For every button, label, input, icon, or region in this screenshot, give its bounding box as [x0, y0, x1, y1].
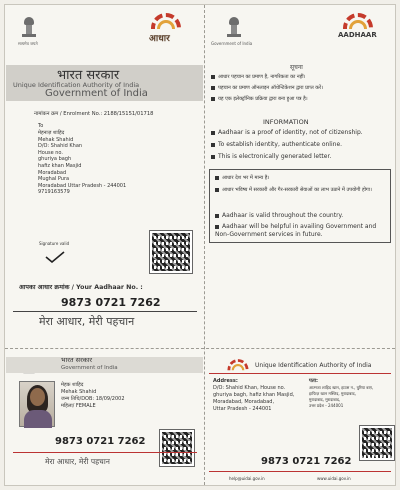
card-gov-hindi: भारत सरकार — [61, 356, 93, 364]
card-divider — [13, 452, 197, 453]
address-line: Moradabad — [38, 169, 67, 176]
card-name-hindi: मेहक शाहिद — [61, 382, 84, 388]
card-address-hindi-line: आत्मजा शाहिद खान, हाउस न., घुरिया बाग़, — [309, 385, 374, 390]
card-name-english: Mehak Shahid — [61, 389, 97, 395]
card-address-line: D/O: Shahid Khan, House no. — [213, 385, 286, 391]
card-dob: जन्म तिथि/DOB: 18/09/2002 — [61, 396, 125, 402]
slogan: मेरा आधार, मेरी पहचान — [39, 315, 135, 328]
card-red-rule — [209, 373, 391, 374]
aadhaar-sun-logo-icon — [151, 11, 181, 29]
info-point: This is electronically generated letter. — [211, 153, 331, 160]
hindi-point: आधार पहचान का प्रमाण है, नागरिकता का नहीं। — [211, 74, 305, 81]
card-back-red-rule — [209, 471, 391, 472]
website: www.uidai.gov.in — [317, 476, 351, 481]
card-gender: महिला/ FEMALE — [61, 403, 96, 409]
aadhaar-number: 9873 0721 7262 — [61, 296, 161, 309]
uidai-strip: Unique Identification Authority of India — [13, 81, 140, 89]
signature-check-icon — [45, 251, 65, 263]
card-address-line: ghuriya bagh, hafiz khan Masjid, — [213, 392, 295, 398]
address-line: hafiz khan Masjid — [38, 162, 82, 169]
card-slogan: मेरा आधार, मेरी पहचान — [45, 457, 110, 466]
card-uidai-text: Unique Identification Authority of India — [255, 362, 372, 369]
address-line: 9719163579 — [38, 189, 70, 196]
info-point: To establish identity, authenticate online. — [211, 141, 342, 148]
card-back-aadhaar-number: 9873 0721 7262 — [261, 456, 352, 467]
box-hindi-line: आधार भविष्य में सरकारी और गैर-सरकारी सेवाओं का लाभ उठाने में उपयोगी होगा। — [215, 187, 383, 194]
qr-code — [150, 231, 192, 273]
address-line: Mughal Pura — [38, 176, 70, 183]
hindi-point: यह एक इलेक्ट्रॉनिक प्रक्रिया द्वारा बना हुआ पत्र है। — [211, 96, 308, 103]
address-line: House no. — [38, 149, 63, 156]
address-line: ghuriya bagh — [38, 156, 72, 163]
info-point: Aadhaar is a proof of identity, not of citizenship. — [211, 129, 363, 136]
enrolment-number: नामांकन क्रम / Enrolment No.: 2188/15151/01718 — [34, 111, 154, 117]
card-address-hindi-line: हाफिज़ खान मस्जिद, मुरादाबाद, — [309, 391, 356, 396]
address-line: D/O: Shahid Khan — [38, 143, 83, 150]
right-emblem-caption: Government of India — [211, 41, 253, 46]
horizontal-cut-line — [5, 348, 395, 349]
card-gov-english: Government of India — [61, 365, 118, 371]
card-qr-code — [160, 430, 194, 466]
aadhaar-sun-logo-icon — [228, 358, 249, 371]
help-email: help@uidai.gov.in — [229, 476, 265, 481]
to-label: To — [38, 123, 44, 129]
box-english-line: Aadhaar will be helpful in availing Government and Non-Government services in future. — [215, 223, 377, 238]
card-aadhaar-number: 9873 0721 7262 — [55, 436, 146, 447]
address-line: मेहनाज़ शाहिद — [38, 130, 65, 136]
card-address-line: Moradabad, Moradabad, — [213, 399, 275, 405]
card-address-line: Uttar Pradesh - 244001 — [213, 406, 272, 412]
vertical-fold-line — [204, 5, 206, 485]
address-hindi-label: पता: — [309, 378, 318, 384]
box-hindi-line: आधार देश भर में मान्य है। — [215, 175, 269, 182]
address-block — [38, 130, 126, 196]
gov-english-title: Government of India — [45, 88, 148, 99]
address-label: Address: — [213, 378, 238, 384]
signature-label: Signature valid — [39, 241, 70, 246]
address-line: Moradabad Uttar Pradesh - 244001 — [38, 182, 127, 189]
address-line: Mehak Shahid — [38, 136, 74, 143]
card-photo — [19, 381, 55, 427]
aadhaar-no-label: आपका आधार क्रमांक / Your Aadhaar No. : — [19, 284, 143, 291]
gov-hindi-title: भारत सरकार — [57, 68, 120, 83]
divider — [13, 311, 197, 312]
right-aadhaar-logo-text: AADHAAR — [338, 31, 377, 39]
hindi-info-header: सूचना — [290, 64, 303, 71]
national-emblem-icon — [22, 17, 36, 39]
aadhaar-logo-text: आधार — [149, 34, 170, 44]
card-back-qr-code — [360, 426, 394, 460]
aadhaar-sun-logo-icon — [343, 11, 373, 29]
card-address-hindi-line: उत्तर प्रदेश - 244001 — [309, 403, 344, 408]
emblem-caption: सत्यमेव जयते — [18, 41, 38, 46]
card-address-hindi-line: मुरादाबाद, मुरादाबाद, — [309, 397, 341, 402]
national-emblem-icon — [227, 17, 241, 39]
aadhaar-letter — [4, 4, 396, 486]
hindi-point: पहचान का प्रमाण ऑनलाइन ऑथेन्टिकेशन द्वारा प्राप्त करें। — [211, 85, 323, 92]
box-english-line: Aadhaar is valid throughout the country. — [215, 212, 343, 219]
info-header: INFORMATION — [263, 118, 309, 126]
